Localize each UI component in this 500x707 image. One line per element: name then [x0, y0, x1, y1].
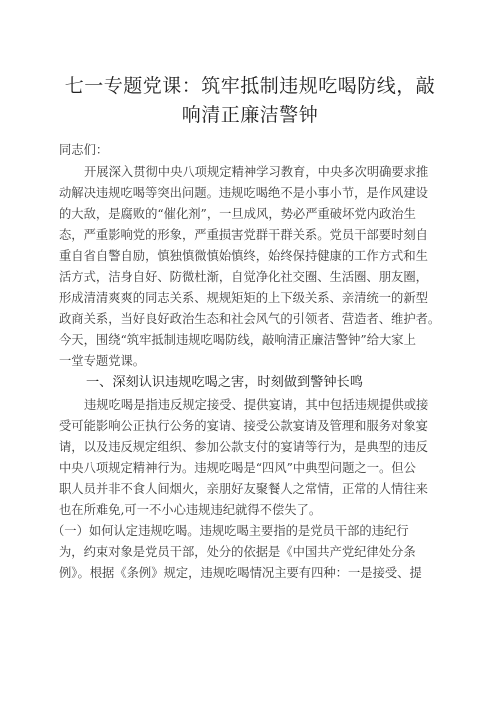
para2-line: 也在所难免,可一不小心违规违纪就得不偿失了。 [59, 503, 322, 517]
para2-line: 请，以及违反规定组织、参加公款支付的宴请等行为，是典型的违反 [59, 440, 428, 454]
para2-line: 受可能影响公正执行公务的宴请、接受公款宴请及管理和服务对象宴 [59, 419, 428, 433]
para2-line: 职人员并非不食人间烟火，亲朋好友聚餐人之常情，正常的人情往来 [59, 482, 428, 496]
para2-line: 中央八项规定精神行为。违规吃喝是“四风”中典型问题之一。但公 [59, 461, 416, 475]
para1-line: 一堂专题党课。 [59, 354, 146, 368]
para1-line: 重自省自警自励，慎独慎微慎始慎终，始终保持健康的工作方式和生 [59, 249, 428, 263]
document-title-line1: 七一专题党课：筑牢抵制违规吃喝防线，敲 [64, 75, 436, 97]
para1-line: 开展深入贯彻中央八项规定精神学习教育，中央多次明确要求推 [84, 165, 429, 179]
document-title-line2: 响清正廉洁警钟 [181, 104, 319, 126]
para3-line: 例》。根据《条例》规定，违规吃喝情况主要有四种：一是接受、提 [59, 566, 422, 580]
para1-line: 态，严重影响党的形象，严重损害党群干群关系。党员干部要时刻自 [59, 228, 428, 242]
para1-line: 今天，围绕“筑牢抵制违规吃喝防线，敲响清正廉洁警钟”给大家上 [59, 333, 416, 347]
para1-line: 动解决违规吃喝等突出问题。违规吃喝绝不是小事小节，是作风建设 [59, 186, 428, 200]
para1-line: 形成清清爽爽的同志关系、规规矩矩的上下级关系、亲清统一的新型 [59, 291, 428, 305]
para1-line: 活方式，洁身自好、防微杜渐，自觉净化社交圈、生活圈、朋友圈， [59, 270, 428, 284]
greeting: 同志们： [59, 143, 109, 157]
para2-line: 违规吃喝是指违反规定接受、提供宴请，其中包括违规提供或接 [84, 398, 429, 412]
para3-line: 为，约束对象是党员干部，处分的依据是《中国共产党纪律处分条 [59, 545, 416, 559]
para3-line: （一）如何认定违规吃喝。违规吃喝主要指的是党员干部的违纪行 [52, 524, 409, 538]
para1-line: 的大敌，是腐败的“催化剂”，一旦成风，势必严重破坏党内政治生 [59, 207, 416, 221]
section-heading-1: 一、深刻认识违规吃喝之害，时刻做到警钟长鸣 [86, 375, 363, 390]
para1-line: 政商关系，当好良好政治生态和社会风气的引领者、营造者、维护者。 [59, 312, 441, 326]
